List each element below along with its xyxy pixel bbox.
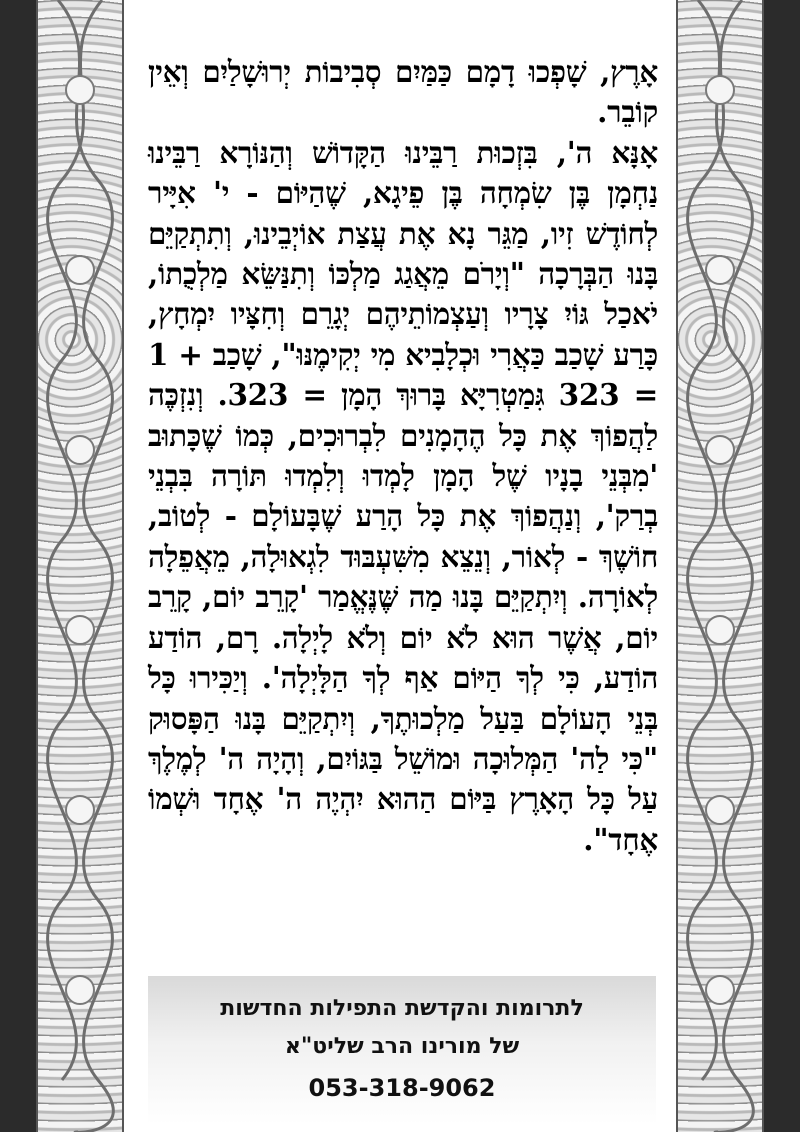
right-ornamental-border [676, 0, 764, 1132]
prayer-paragraph-1: אָרֶץ, שָׁפְכוּ דָמָם כַּמַּיִם סְבִיבוֹת יְרוּשָׁלַיִם וְאֵין קוֹבֵר. [148, 54, 658, 130]
right-dark-margin [760, 0, 800, 1132]
prayer-text [148, 52, 658, 860]
footer-subtitle: של מורינו הרב שליט"א [284, 1034, 520, 1059]
prayer-paragraph-2: אָנָּא ה', בִּזְכוּת רַבֵּינוּ הַקָּדוֹשׁ וְהַנּוֹרָא רַבֵּינוּ נַחְמָן בֶּן שִׂמְחָה בֶּן פֵיגָא, שֶׁהַיּוֹם - י' אִיָּיר לְחוֹדֶשׁ זִיו, מַגֵּר נָא אֶת עֲצַת אוֹיְבֵינוּ, וְתִתְקַיֵּם בָּנוּ הַבְּרָכָה "וְיָרֹם מֵאֲגַג מַלְכּוֹ וְתִנַּשֵּׂא מַלְכֻתוֹ, יֹאכַל גּוֹיִ צָרָיו וְעַצְמוֹתֵיהֶם יְגָרֵם וְחִצָּיו יִמְחָץ, כָּרַע שָׁכַב כַּאֲרִי וּכְלָבִיא מִי יְקִימֶנּוּ", שָׁכַב + 1 = 323 גִּמַטְרִיָּא בָּרוּךְ הָמָן = 323. וְנִזְכֶּה לַהֲפוֹךְ אֶת כָּל הֶהָמָנִים לִבְרוּכִים, כְּמוֹ שֶׁכָּתוּב 'מִבְּנֵי בָנָיו שֶׁל הָמָן לָמְדוּ וְלִמְדוּ תּוֹרָה בִּבְנֵי בְרַק', וְנַהֲפוֹךְ אֶת כָּל הָרַע שֶׁבָּעוֹלָם - לְטוֹב, חוֹשֶׁךְ - לְאוֹר, וְנֵצֵא מִשִּׁעְבּוּד לִגְאוּלָה, מֵאֲפֵלָה לְאוֹרָה. וְיִתְקַיֵּם בָּנוּ מַה שֶּׁנֶּאֱמַר 'קָרֵב יוֹם, קָרֵב יוֹם, אֲשֶׁר הוּא לֹא יוֹם וְלֹא לָיְלָה. רָם, הוֹדַע הוֹדַע, כִּי לְךָ הַיּוֹם אַף לְךָ הַלָּיְלָה'. וְיַכִּירוּ כָּל בְּנֵי הָעוֹלָם בַּעַל מַלְכוּתֶךָ, וְיִתְקַיֵּם בָּנוּ הַפָּסוּק "כִּי לַה' הַמְּלוּכָה וּמוֹשֵׁל בַּגּוֹיִם, וְהָיָה ה' לְמֶלֶךְ עַל כָּל הָאָרֶץ בַּיּוֹם הַהוּא יִהְיֶה ה' אֶחָד וּשְׁמוֹ אֶחָד". [148, 134, 658, 857]
left-scroll-ornament [38, 0, 122, 1132]
donation-footer [148, 976, 656, 1124]
right-scroll-ornament [678, 0, 762, 1132]
footer-title: לתרומות והקדשת התפילות החדשות [220, 996, 584, 1021]
left-ornamental-border [36, 0, 124, 1132]
left-dark-margin [0, 0, 40, 1132]
footer-phone[interactable]: 053-318-9062 [308, 1074, 496, 1102]
